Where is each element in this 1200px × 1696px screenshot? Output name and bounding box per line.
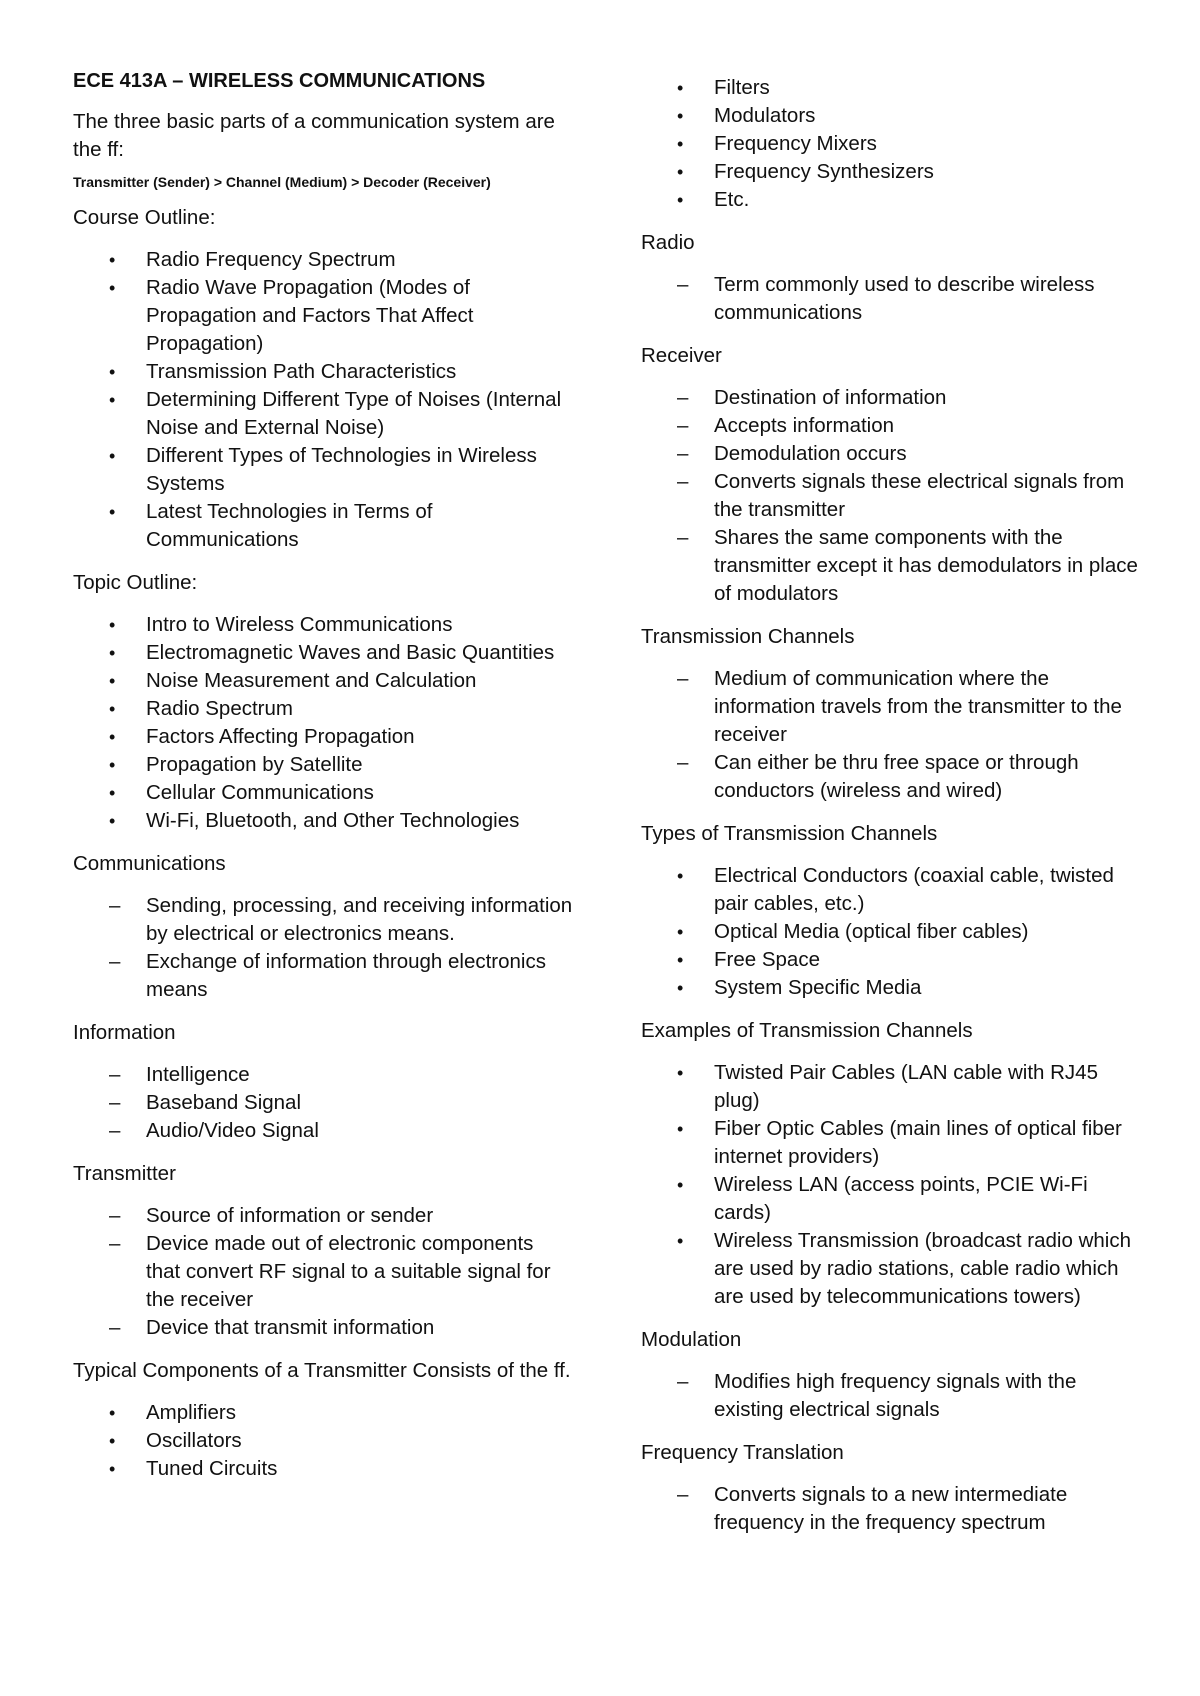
bullet-marker: •: [109, 755, 116, 775]
dash-marker: –: [677, 526, 689, 549]
bullet-marker: •: [677, 190, 684, 210]
bullet-marker: •: [109, 643, 116, 663]
list-item: [641, 186, 1141, 214]
list-item: [73, 1230, 573, 1314]
bullet-marker: •: [109, 446, 116, 466]
list-item: [73, 892, 573, 948]
components-list-continued: [641, 74, 1141, 214]
list-item-text: Converts signals these electrical signals from the transmitter: [714, 470, 1125, 521]
list-item-text: Device that transmit information: [146, 1316, 435, 1339]
dash-marker: –: [109, 1316, 121, 1339]
list-item-text: Radio Spectrum: [146, 697, 293, 720]
communications-heading: Communications: [73, 852, 226, 875]
receiver-heading: Receiver: [641, 344, 722, 367]
topic-outline-heading: Topic Outline:: [73, 571, 198, 594]
list-item: [73, 695, 573, 723]
bullet-marker: •: [677, 134, 684, 154]
list-item-text: Factors Affecting Propagation: [146, 725, 415, 748]
bullet-marker: •: [677, 162, 684, 182]
topic-outline-list: [73, 611, 573, 835]
transmission-channels-heading: Transmission Channels: [641, 625, 855, 648]
list-item: [641, 271, 1141, 327]
list-item: [641, 468, 1141, 524]
list-item-text: Electromagnetic Waves and Basic Quantities: [146, 641, 555, 664]
bullet-marker: •: [677, 1119, 684, 1139]
dash-marker: –: [109, 1204, 121, 1227]
list-item: [641, 1227, 1141, 1311]
list-item: [73, 807, 573, 835]
list-item-text: Determining Different Type of Noises (Internal Noise and External Noise): [146, 388, 562, 439]
list-item: [641, 1481, 1141, 1537]
list-item-text: Oscillators: [146, 1429, 242, 1452]
list-item-text: Frequency Mixers: [714, 132, 877, 155]
dash-marker: –: [677, 442, 689, 465]
list-item-text: Optical Media (optical fiber cables): [714, 920, 1029, 943]
bullet-marker: •: [677, 1063, 684, 1083]
dash-marker: –: [677, 751, 689, 774]
types-channels-heading: Types of Transmission Channels: [641, 822, 938, 845]
bullet-marker: •: [109, 390, 116, 410]
list-item: [641, 524, 1141, 608]
list-item: [73, 667, 573, 695]
list-item: [641, 974, 1141, 1002]
left-column: [73, 68, 573, 1498]
intro-text: The three basic parts of a communication system are the ff:: [73, 110, 555, 161]
bullet-marker: •: [109, 783, 116, 803]
list-item-text: Noise Measurement and Calculation: [146, 669, 477, 692]
list-item: [73, 274, 573, 358]
types-channels-list: [641, 862, 1141, 1002]
list-item: [641, 440, 1141, 468]
list-item: [641, 665, 1141, 749]
receiver-list: [641, 384, 1141, 608]
examples-channels-heading: Examples of Transmission Channels: [641, 1019, 973, 1042]
dash-marker: –: [677, 667, 689, 690]
dash-marker: –: [109, 1091, 121, 1114]
list-item-text: Exchange of information through electronics means: [146, 950, 546, 1001]
list-item-text: Audio/Video Signal: [146, 1119, 319, 1142]
list-item-text: Twisted Pair Cables (LAN cable with RJ45 plug): [714, 1061, 1098, 1112]
document-title: ECE 413A – WIRELESS COMMUNICATIONS: [73, 70, 486, 92]
list-item-text: Amplifiers: [146, 1401, 236, 1424]
bullet-marker: •: [109, 278, 116, 298]
list-item-text: Intelligence: [146, 1063, 250, 1086]
list-item-text: Wireless Transmission (broadcast radio which are used by radio stations, cable radio which are used by telecommunications towers): [714, 1229, 1131, 1308]
list-item: [641, 158, 1141, 186]
radio-list: [641, 271, 1141, 327]
list-item: [73, 498, 573, 554]
list-item-text: Etc.: [714, 188, 750, 211]
list-item-text: Modulators: [714, 104, 816, 127]
list-item-text: Demodulation occurs: [714, 442, 907, 465]
list-item-text: Can either be thru free space or through conductors (wireless and wired): [714, 751, 1079, 802]
list-item: [641, 74, 1141, 102]
frequency-translation-list: [641, 1481, 1141, 1537]
list-item-text: Wi-Fi, Bluetooth, and Other Technologies: [146, 809, 520, 832]
list-item-text: Radio Wave Propagation (Modes of Propagation and Factors That Affect Propagation): [146, 276, 474, 355]
list-item-text: Radio Frequency Spectrum: [146, 248, 396, 271]
list-item-text: Electrical Conductors (coaxial cable, twisted pair cables, etc.): [714, 864, 1114, 915]
bullet-marker: •: [109, 502, 116, 522]
list-item-text: Intro to Wireless Communications: [146, 613, 453, 636]
bullet-marker: •: [677, 1231, 684, 1251]
list-item: [641, 1059, 1141, 1115]
list-item-text: System Specific Media: [714, 976, 922, 999]
examples-channels-list: [641, 1059, 1141, 1311]
bullet-marker: •: [677, 922, 684, 942]
dash-marker: –: [677, 414, 689, 437]
bullet-marker: •: [109, 699, 116, 719]
list-item-text: Free Space: [714, 948, 820, 971]
list-item: [73, 246, 573, 274]
transmitter-list: [73, 1202, 573, 1342]
list-item: [73, 948, 573, 1004]
bullet-marker: •: [677, 978, 684, 998]
components-heading: Typical Components of a Transmitter Consists of the ff.: [73, 1359, 571, 1382]
transmission-channels-list: [641, 665, 1141, 805]
dash-marker: –: [109, 1232, 121, 1255]
list-item-text: Tuned Circuits: [146, 1457, 278, 1480]
components-list: [73, 1399, 573, 1483]
dash-marker: –: [677, 273, 689, 296]
list-item-text: Converts signals to a new intermediate frequency in the frequency spectrum: [714, 1483, 1068, 1534]
list-item: [641, 102, 1141, 130]
list-item-text: Wireless LAN (access points, PCIE Wi-Fi cards): [714, 1173, 1088, 1224]
list-item: [641, 946, 1141, 974]
dash-marker: –: [109, 950, 121, 973]
list-item: [641, 749, 1141, 805]
list-item-text: Destination of information: [714, 386, 947, 409]
list-item: [641, 412, 1141, 440]
transmitter-heading: Transmitter: [73, 1162, 176, 1185]
list-item: [73, 442, 573, 498]
list-item: [73, 1089, 573, 1117]
modulation-list: [641, 1368, 1141, 1424]
dash-marker: –: [109, 1119, 121, 1142]
list-item-text: Latest Technologies in Terms of Communications: [146, 500, 433, 551]
list-item: [641, 384, 1141, 412]
modulation-heading: Modulation: [641, 1328, 742, 1351]
list-item: [73, 779, 573, 807]
bullet-marker: •: [109, 362, 116, 382]
bullet-marker: •: [677, 106, 684, 126]
list-item-text: Different Types of Technologies in Wireless Systems: [146, 444, 537, 495]
radio-heading: Radio: [641, 231, 695, 254]
list-item-text: Term commonly used to describe wireless communications: [714, 273, 1095, 324]
list-item-text: Medium of communication where the information travels from the transmitter to the receiver: [714, 667, 1122, 746]
list-item: [73, 723, 573, 751]
bullet-marker: •: [109, 671, 116, 691]
list-item: [73, 386, 573, 442]
list-item: [73, 1314, 573, 1342]
list-item-text: Device made out of electronic components that convert RF signal to a suitable signal for the receiver: [146, 1232, 551, 1311]
list-item-text: Transmission Path Characteristics: [146, 360, 457, 383]
list-item: [73, 1202, 573, 1230]
list-item: [73, 1399, 573, 1427]
bullet-marker: •: [109, 250, 116, 270]
bullet-marker: •: [109, 1459, 116, 1479]
list-item-text: Accepts information: [714, 414, 895, 437]
list-item-text: Sending, processing, and receiving information by electrical or electronics means.: [146, 894, 573, 945]
list-item-text: Shares the same components with the transmitter except it has demodulators in place of modulators: [714, 526, 1138, 605]
information-list: [73, 1061, 573, 1145]
list-item: [73, 611, 573, 639]
dash-marker: –: [109, 894, 121, 917]
list-item: [73, 1455, 573, 1483]
list-item: [641, 1171, 1141, 1227]
list-item-text: Modifies high frequency signals with the existing electrical signals: [714, 1370, 1077, 1421]
list-item: [641, 1368, 1141, 1424]
course-outline-list: [73, 246, 573, 554]
communications-list: [73, 892, 573, 1004]
list-item-text: Cellular Communications: [146, 781, 374, 804]
list-item: [73, 358, 573, 386]
list-item: [73, 639, 573, 667]
dash-marker: –: [677, 1483, 689, 1506]
list-item: [73, 1117, 573, 1145]
list-item-text: Source of information or sender: [146, 1204, 434, 1227]
list-item: [641, 130, 1141, 158]
dash-marker: –: [109, 1063, 121, 1086]
bullet-marker: •: [677, 950, 684, 970]
list-item: [73, 1427, 573, 1455]
bullet-marker: •: [677, 866, 684, 886]
list-item-text: Propagation by Satellite: [146, 753, 363, 776]
list-item-text: Frequency Synthesizers: [714, 160, 934, 183]
system-flow: Transmitter (Sender) > Channel (Medium) > Decoder (Receiver): [73, 174, 491, 190]
bullet-marker: •: [109, 1403, 116, 1423]
list-item: [73, 751, 573, 779]
dash-marker: –: [677, 386, 689, 409]
list-item: [641, 1115, 1141, 1171]
bullet-marker: •: [677, 78, 684, 98]
dash-marker: –: [677, 470, 689, 493]
course-outline-heading: Course Outline:: [73, 206, 216, 229]
bullet-marker: •: [677, 1175, 684, 1195]
list-item: [73, 1061, 573, 1089]
frequency-translation-heading: Frequency Translation: [641, 1441, 844, 1464]
bullet-marker: •: [109, 1431, 116, 1451]
list-item-text: Baseband Signal: [146, 1091, 302, 1114]
dash-marker: –: [677, 1370, 689, 1393]
list-item: [641, 862, 1141, 918]
list-item: [641, 918, 1141, 946]
bullet-marker: •: [109, 811, 116, 831]
bullet-marker: •: [109, 615, 116, 635]
bullet-marker: •: [109, 727, 116, 747]
right-column: [641, 74, 1141, 1552]
list-item-text: Fiber Optic Cables (main lines of optical fiber internet providers): [714, 1117, 1122, 1168]
list-item-text: Filters: [714, 76, 770, 99]
information-heading: Information: [73, 1021, 176, 1044]
